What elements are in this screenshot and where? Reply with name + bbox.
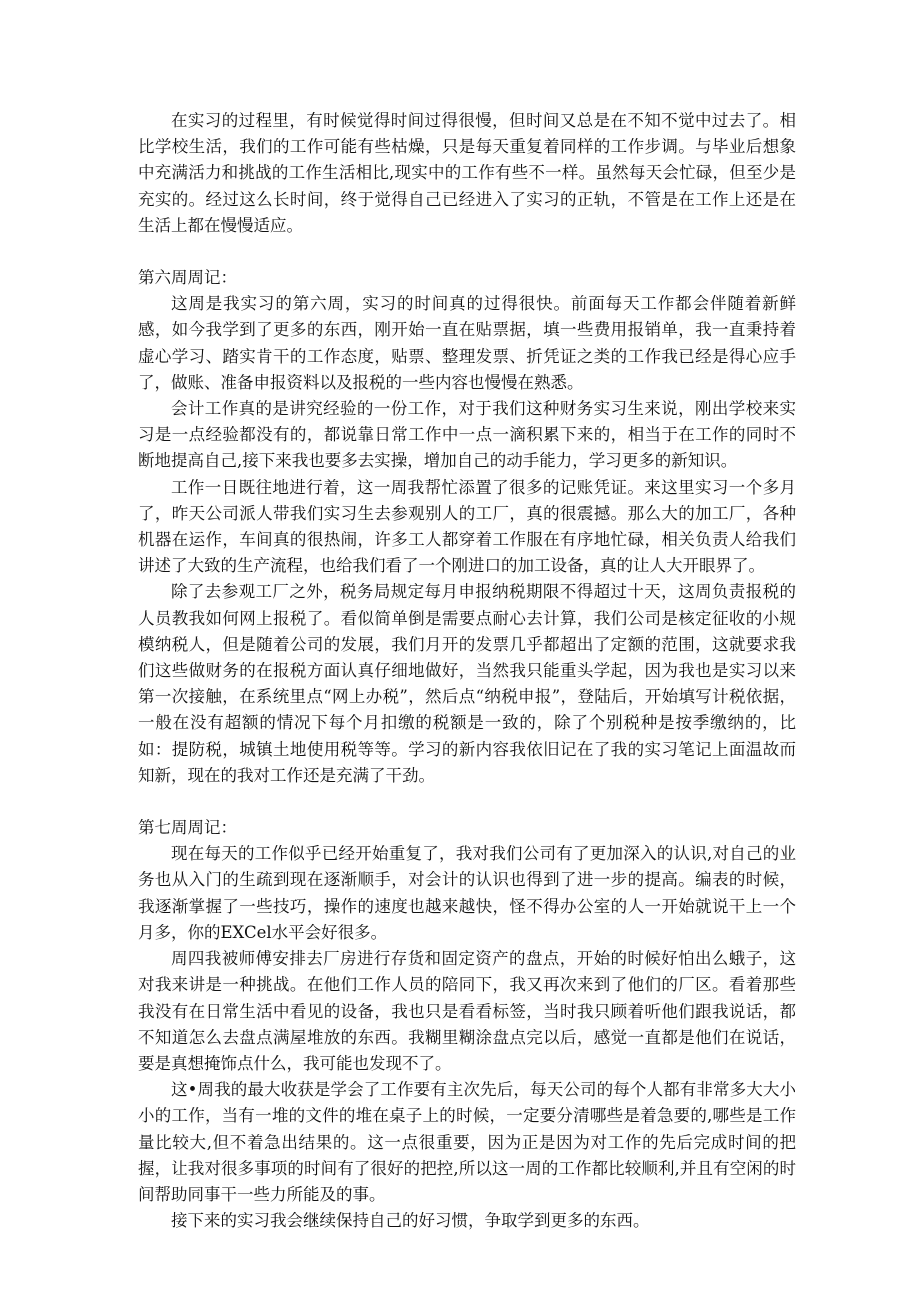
week6-paragraph-3: 工作一日既往地进行着，这一周我帮忙添置了很多的记账凭证。来这里实习一个多月了，昨天公司派人带我们实习生去参观别人的工厂，真的很震撼。那么大的加工厂，各种机器在运作，车间真的很热闹，许多工人都穿着工作服在有序地忙碌，相关负责人给我们讲述了大致的生产流程，也给我们看了一个刚进口的加工设备，真的让人大开眼界了。 xyxy=(138,477,796,576)
document-body xyxy=(138,108,796,1234)
week7-paragraph-1: 现在每天的工作似乎已经开始重复了，我对我们公司有了更加深入的认识,对自己的业务也从入门的生疏到现在逐渐顺手，对会计的认识也得到了进一步的提高。编表的时候，我逐渐掌握了一些技巧，操作的速度也越来越快，怪不得办公室的人一开始就说干上一个月多，你的EXCel水平会好很多。 xyxy=(138,844,796,942)
section-spacer xyxy=(138,789,796,815)
week6-paragraph-1: 这周是我实习的第六周，实习的时间真的过得很快。前面每天工作都会伴随着新鲜感，如今我学到了更多的东西，刚开始一直在贴票据，填一些费用报销单，我一直秉持着虚心学习、踏实肯干的工作态度，贴票、整理发票、折凭证之类的工作我已经是得心应手了，做账、准备申报资料以及报税的一些内容也慢慢在熟悉。 xyxy=(138,294,796,392)
week6-paragraph-4: 除了去参观工厂之外，税务局规定每月申报纳税期限不得超过十天，这周负责报税的人员教我如何网上报税了。看似简单倒是需要点耐心去计算，我们公司是核定征收的小规模纳税人，但是随着公司的发展，我们月开的发票几乎都超出了定额的范围，这就要求我们这些做财务的在报税方面认真仔细地做好，当然我只能重头学起，因为我也是实习以来第一次接触，在系统里点“网上办税”，然后点“纳税申报”，登陆后，开始填写计税依据，一般在没有超额的情况下每个月扣缴的税额是一致的，除了个别税种是按季缴纳的，比如：提防税，城镇土地使用税等等。学习的新内容我依旧记在了我的实习笔记上面温故而知新，现在的我对工作还是充满了干劲。 xyxy=(138,582,796,785)
week7-heading: 第七周周记： xyxy=(138,818,237,838)
week7-paragraph-2: 周四我被师傅安排去厂房进行存货和固定资产的盘点，开始的时候好怕出么蛾子，这对我来讲是一种挑战。在他们工作人员的陪同下，我又再次来到了他们的厂区。看着那些我没有在日常生活中看见的设备，我也只是看看标签，当时我只顾着听他们跟我说话，都不知道怎么去盘点满屋堆放的东西。我糊里糊涂盘点完以后，感觉一直都是他们在说话，要是真想掩饰点什么，我可能也发现不了。 xyxy=(138,949,796,1073)
week7-paragraph-4: 接下来的实习我会继续保持自己的好习惯，争取学到更多的东西。 xyxy=(171,1211,650,1231)
intro-paragraph: 在实习的过程里，有时候觉得时间过得很慢，但时间又总是在不知不觉中过去了。相比学校生活，我们的工作可能有些枯燥，只是每天重复着同样的工作步调。与毕业后想象中充满活力和挑战的工作生活相比,现实中的工作有些不一样。虽然每天会忙碌，但至少是充实的。经过这么长时间，终于觉得自己已经进入了实习的正轨，不管是在工作上还是在生活上都在慢慢适应。 xyxy=(138,111,796,235)
week6-heading: 第六周周记： xyxy=(138,268,237,288)
week6-paragraph-2: 会计工作真的是讲究经验的一份工作，对于我们这种财务实习生来说，刚出学校来实习是一点经验都没有的，都说靠日常工作中一点一滴积累下来的，相当于在工作的同时不断地提高自己,接下来我也要多去实操，增加自己的动手能力，学习更多的新知识。 xyxy=(138,399,796,471)
section-spacer xyxy=(138,239,796,265)
week7-paragraph-3: 这•周我的最大收获是学会了工作要有主次先后，每天公司的每个人都有非常多大大小小的工作，当有一堆的文件的堆在桌子上的时候，一定要分清哪些是着急要的,哪些是工作量比较大,但不着急出结果的。这一点很重要，因为正是因为对工作的先后完成时间的把握，让我对很多事项的时间有了很好的把控,所以这一周的工作都比较顺利,并且有空闲的时间帮助同事干一些力所能及的事。 xyxy=(138,1080,796,1204)
